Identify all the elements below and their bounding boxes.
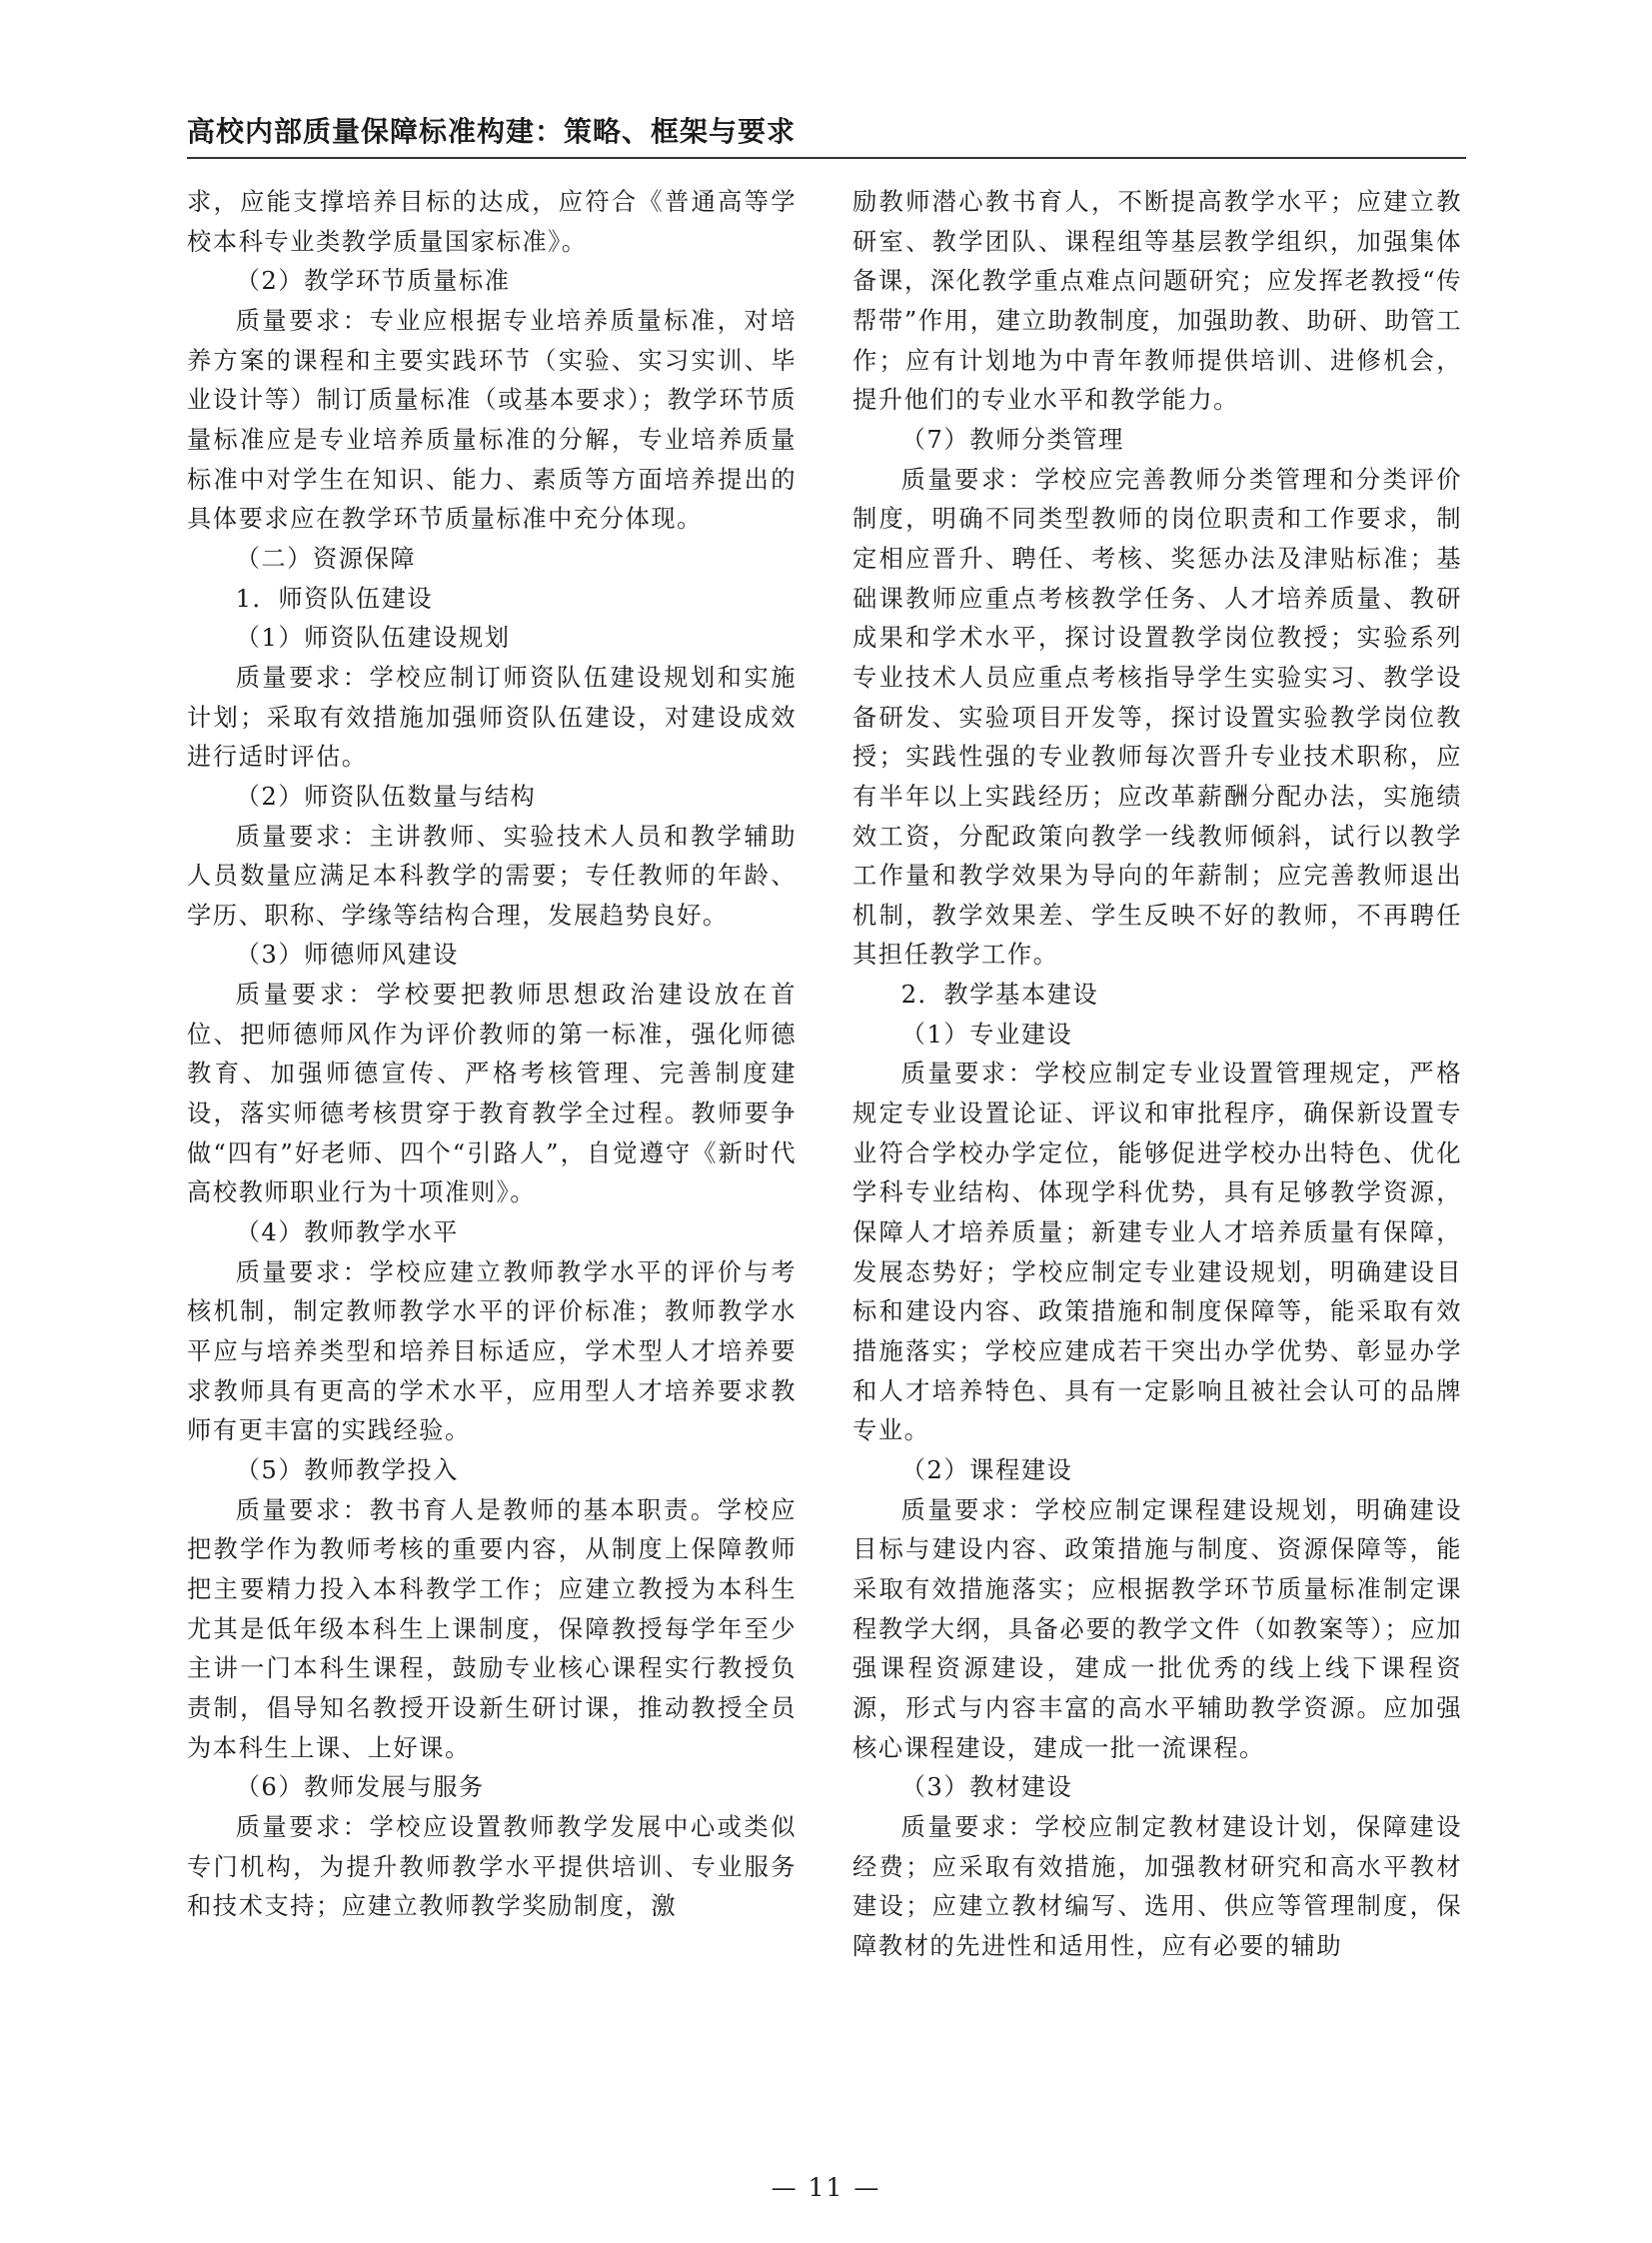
- right-text-column: [852, 182, 1462, 1966]
- paragraph: 质量要求：学校应制定专业设置管理规定，严格规定专业设置论证、评议和审批程序，确保新设置专业符合学校办学定位，能够促进学校办出特色、优化学科专业结构、体现学科优势，具有足够教学资源，保障人才培养质量；新建专业人才培养质量有保障，发展态势好；学校应制定专业建设规划，明确建设目标和建设内容、政策措施和制度保障等，能采取有效措施落实；学校应建成若干突出办学优势、彰显办学和人才培养特色、具有一定影响且被社会认可的品牌专业。: [852, 1059, 1462, 1445]
- paragraph: 质量要求：学校应设置教师教学发展中心或类似专门机构，为提升教师教学水平提供培训、专业服务和技术支持；应建立教师教学奖励制度，激: [187, 1811, 797, 1921]
- page-number: — 11 —: [771, 2173, 881, 2202]
- paragraph: 质量要求：主讲教师、实验技术人员和教学辅助人员数量应满足本科教学的需要；专任教师的年龄、学历、职称、学缘等结构合理，发展趋势良好。: [187, 821, 797, 930]
- paragraph: （3）教材建设: [900, 1772, 1073, 1802]
- paragraph: （1）专业建设: [900, 1019, 1073, 1049]
- paragraph: （3）师德师风建设: [235, 940, 459, 970]
- paragraph: 求，应能支撑培养目标的达成，应符合《普通高等学校本科专业类教学质量国家标准》。: [187, 187, 797, 256]
- paragraph: （1）师资队伍建设规划: [235, 623, 511, 653]
- header-divider: [187, 157, 1466, 159]
- paragraph: （2）课程建设: [900, 1455, 1073, 1484]
- paragraph: （2）师资队伍数量与结构: [235, 781, 537, 811]
- paragraph: 质量要求：学校应制定课程建设规划，明确建设目标与建设内容、政策措施与制度、资源保障等，能采取有效措施落实；应根据教学环节质量标准制定课程教学大纲，具备必要的教学文件（如教案等）；应加强课程资源建设，建成一批优秀的线上线下课程资源，形式与内容丰富的高水平辅助教学资源。应加强核心课程建设，建成一批一流课程。: [852, 1494, 1462, 1762]
- paragraph: 质量要求：学校要把教师思想政治建设放在首位、把师德师风作为评价教师的第一标准，强化师德教育、加强师德宣传、严格考核管理、完善制度建设，落实师德考核贯穿于教育教学全过程。教师要争做“四有”好老师、四个“引路人”，自觉遵守《新时代高校教师职业行为十项准则》。: [187, 980, 797, 1207]
- paragraph: 质量要求：学校应完善教师分类管理和分类评价制度，明确不同类型教师的岗位职责和工作要求，制定相应晋升、聘任、考核、奖惩办法及津贴标准；基础课教师应重点考核教学任务、人才培养质量、教研成果和学术水平，探讨设置教学岗位教授；实验系列专业技术人员应重点考核指导学生实验实习、教学设备研发、实验项目开发等，探讨设置实验教学岗位教授；实践性强的专业教师每次晋升专业技术职称，应有半年以上实践经历；应改革薪酬分配办法，实施绩效工资，分配政策向教学一线教师倾斜，试行以教学工作量和教学效果为导向的年薪制；应完善教师退出机制，教学效果差、学生反映不好的教师，不再聘任其担任教学工作。: [852, 464, 1462, 970]
- paragraph: 1．师资队伍建设: [235, 583, 434, 613]
- paragraph: （4）教师教学水平: [235, 1217, 459, 1247]
- paragraph: 2．教学基本建设: [900, 980, 1099, 1010]
- paragraph: （2）教学环节质量标准: [235, 266, 511, 296]
- paragraph: （5）教师教学投入: [235, 1455, 459, 1484]
- paragraph: 质量要求：教书育人是教师的基本职责。学校应把教学作为教师考核的重要内容，从制度上保障教师把主要精力投入本科教学工作；应建立教授为本科生尤其是低年级本科生上课制度，保障教授每学年至少主讲一门本科生课程，鼓励专业核心课程实行教授负责制，倡导知名教授开设新生研讨课，推动教授全员为本科生上课、上好课。: [187, 1494, 797, 1762]
- paragraph: 质量要求：学校应建立教师教学水平的评价与考核机制，制定教师教学水平的评价标准；教师教学水平应与培养类型和培养目标适应，学术型人才培养要求教师具有更高的学术水平，应用型人才培养要求教师有更丰富的实践经验。: [187, 1256, 797, 1445]
- paragraph: 质量要求：学校应制订师资队伍建设规划和实施计划；采取有效措施加强师资队伍建设，对建设成效进行适时评估。: [187, 662, 797, 772]
- running-header-title: 高校内部质量保障标准构建：策略、框架与要求: [187, 115, 797, 148]
- paragraph: （二）资源保障: [235, 543, 417, 573]
- paragraph: （7）教师分类管理: [900, 424, 1124, 454]
- paragraph: （6）教师发展与服务: [235, 1772, 485, 1802]
- left-text-column: [187, 182, 797, 1926]
- paragraph: 质量要求：学校应制定教材建设计划，保障建设经费；应采取有效措施，加强教材研究和高水平教材建设；应建立教材编写、选用、供应等管理制度，保障教材的先进性和适用性，应有必要的辅助: [852, 1811, 1462, 1960]
- paragraph: 励教师潜心教书育人，不断提高教学水平；应建立教研室、教学团队、课程组等基层教学组织，加强集体备课，深化教学重点难点问题研究；应发挥老教授“传帮带”作用，建立助教制度，加强助教、助研、助管工作；应有计划地为中青年教师提供培训、进修机会，提升他们的专业水平和教学能力。: [852, 187, 1462, 415]
- paragraph: 质量要求：专业应根据专业培养质量标准，对培养方案的课程和主要实践环节（实验、实习实训、毕业设计等）制订质量标准（或基本要求）；教学环节质量标准应是专业培养质量标准的分解，专业培养质量标准中对学生在知识、能力、素质等方面培养提出的具体要求应在教学环节质量标准中充分体现。: [187, 305, 797, 534]
